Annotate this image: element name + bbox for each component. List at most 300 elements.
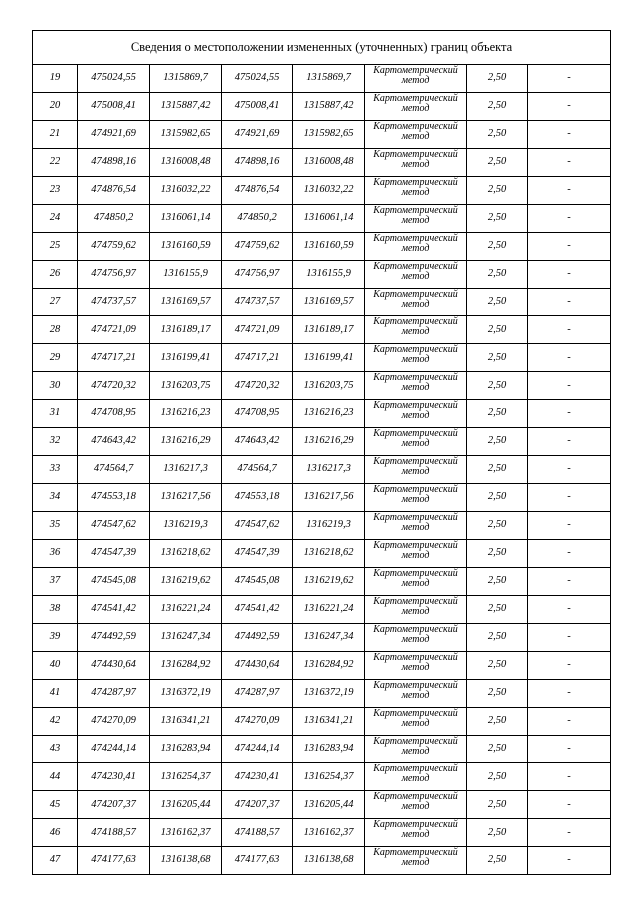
method-cell [365,484,467,512]
updated-y-cell: 1315887,42 [293,92,365,120]
method-line-1: Картометрический [373,400,458,412]
method-cell [365,707,467,735]
point-number-cell: 42 [33,707,78,735]
updated-y-cell: 1316341,21 [293,707,365,735]
method-line-1: Картометрический [373,847,458,859]
table-row [33,512,611,540]
existing-x-cell: 474541,42 [78,595,150,623]
updated-x-cell: 474547,39 [222,539,293,567]
updated-y-cell: 1315982,65 [293,120,365,148]
updated-y-cell: 1316372,19 [293,679,365,707]
existing-y-cell: 1316203,75 [150,372,222,400]
point-number-cell: 45 [33,791,78,819]
point-number-cell: 33 [33,456,78,484]
description-cell: - [528,288,611,316]
updated-x-cell: 475024,55 [222,65,293,93]
existing-y-cell: 1316216,23 [150,400,222,428]
existing-y-cell: 1316169,57 [150,288,222,316]
existing-x-cell: 474177,63 [78,847,150,875]
accuracy-cell: 2,50 [467,707,528,735]
description-cell: - [528,651,611,679]
method-line-1: Картометрический [373,344,458,356]
method-line-2: метод [401,773,430,785]
method-cell [365,623,467,651]
method-cell [365,512,467,540]
updated-x-cell: 474547,62 [222,512,293,540]
accuracy-cell: 2,50 [467,595,528,623]
method-line-1: Картометрический [373,288,458,300]
accuracy-cell: 2,50 [467,484,528,512]
updated-x-cell: 474876,54 [222,176,293,204]
existing-x-cell: 474720,32 [78,372,150,400]
method-line-2: метод [401,130,430,142]
updated-x-cell: 474898,16 [222,148,293,176]
method-cell [365,316,467,344]
updated-x-cell: 474541,42 [222,595,293,623]
accuracy-cell: 2,50 [467,176,528,204]
existing-y-cell: 1316217,3 [150,456,222,484]
description-cell: - [528,400,611,428]
method-line-1: Картометрический [373,260,458,272]
accuracy-cell: 2,50 [467,428,528,456]
updated-x-cell: 474230,41 [222,763,293,791]
description-cell: - [528,456,611,484]
point-number-cell: 32 [33,428,78,456]
description-cell: - [528,567,611,595]
description-cell: - [528,819,611,847]
method-cell [365,120,467,148]
existing-x-cell: 474230,41 [78,763,150,791]
description-cell: - [528,204,611,232]
table-row [33,456,611,484]
updated-x-cell: 474643,42 [222,428,293,456]
updated-x-cell: 474188,57 [222,819,293,847]
updated-x-cell: 474759,62 [222,232,293,260]
existing-y-cell: 1316219,3 [150,512,222,540]
method-line-2: метод [401,75,430,86]
description-cell: - [528,344,611,372]
existing-x-cell: 474756,97 [78,260,150,288]
description-cell: - [528,763,611,791]
updated-x-cell: 474737,57 [222,288,293,316]
method-line-2: метод [401,298,430,310]
method-line-1: Картометрический [373,232,458,244]
existing-x-cell: 474492,59 [78,623,150,651]
existing-y-cell: 1316160,59 [150,232,222,260]
updated-y-cell: 1316061,14 [293,204,365,232]
existing-x-cell: 474717,21 [78,344,150,372]
description-cell: - [528,232,611,260]
existing-y-cell: 1315887,42 [150,92,222,120]
method-cell [365,791,467,819]
description-cell: - [528,595,611,623]
existing-y-cell: 1316216,29 [150,428,222,456]
description-cell: - [528,512,611,540]
accuracy-cell: 2,50 [467,735,528,763]
method-line-1: Картометрический [373,679,458,691]
updated-x-cell: 475008,41 [222,92,293,120]
existing-x-cell: 474553,18 [78,484,150,512]
accuracy-cell: 2,50 [467,204,528,232]
accuracy-cell: 2,50 [467,763,528,791]
point-number-cell: 25 [33,232,78,260]
method-line-2: метод [401,270,430,282]
method-line-2: метод [401,633,430,645]
method-line-2: метод [401,605,430,617]
point-number-cell: 37 [33,567,78,595]
updated-x-cell: 474708,95 [222,400,293,428]
updated-y-cell: 1316217,3 [293,456,365,484]
method-line-2: метод [401,102,430,114]
existing-y-cell: 1316205,44 [150,791,222,819]
accuracy-cell: 2,50 [467,512,528,540]
updated-y-cell: 1316162,37 [293,819,365,847]
updated-y-cell: 1316221,24 [293,595,365,623]
table-row [33,372,611,400]
method-cell [365,232,467,260]
table-row [33,651,611,679]
table-row [33,65,611,93]
method-cell [365,595,467,623]
updated-y-cell: 1316218,62 [293,539,365,567]
existing-y-cell: 1316254,37 [150,763,222,791]
point-number-cell: 26 [33,260,78,288]
accuracy-cell: 2,50 [467,456,528,484]
method-line-1: Картометрический [373,735,458,747]
existing-x-cell: 474737,57 [78,288,150,316]
existing-y-cell: 1315982,65 [150,120,222,148]
updated-y-cell: 1316247,34 [293,623,365,651]
table-title-row [33,31,611,65]
accuracy-cell: 2,50 [467,567,528,595]
point-number-cell: 47 [33,847,78,875]
method-cell [365,176,467,204]
table-row [33,148,611,176]
existing-y-cell: 1316162,37 [150,819,222,847]
updated-y-cell: 1316008,48 [293,148,365,176]
accuracy-cell: 2,50 [467,400,528,428]
updated-x-cell: 474545,08 [222,567,293,595]
existing-y-cell: 1316219,62 [150,567,222,595]
existing-y-cell: 1316283,94 [150,735,222,763]
method-cell [365,65,467,93]
table-row [33,120,611,148]
method-line-2: метод [401,242,430,254]
table-row [33,791,611,819]
existing-x-cell: 474545,08 [78,567,150,595]
description-cell: - [528,148,611,176]
method-cell [365,735,467,763]
method-line-1: Картометрический [373,819,458,831]
existing-x-cell: 474921,69 [78,120,150,148]
point-number-cell: 30 [33,372,78,400]
method-line-2: метод [401,522,430,533]
updated-x-cell: 474492,59 [222,623,293,651]
existing-y-cell: 1316032,22 [150,176,222,204]
updated-y-cell: 1316219,3 [293,512,365,540]
description-cell: - [528,847,611,875]
point-number-cell: 31 [33,400,78,428]
existing-x-cell: 474188,57 [78,819,150,847]
method-line-1: Картометрический [373,120,458,132]
method-cell [365,456,467,484]
point-number-cell: 22 [33,148,78,176]
method-line-2: метод [401,745,430,757]
description-cell: - [528,707,611,735]
method-cell [365,400,467,428]
method-line-1: Картометрический [373,539,458,551]
table-row [33,344,611,372]
table-row [33,539,611,567]
existing-x-cell: 474207,37 [78,791,150,819]
method-line-1: Картометрический [373,763,458,775]
accuracy-cell: 2,50 [467,232,528,260]
method-line-1: Картометрический [373,176,458,188]
description-cell: - [528,735,611,763]
existing-y-cell: 1316221,24 [150,595,222,623]
existing-y-cell: 1316138,68 [150,847,222,875]
existing-y-cell: 1316372,19 [150,679,222,707]
point-number-cell: 43 [33,735,78,763]
table-row [33,428,611,456]
point-number-cell: 28 [33,316,78,344]
method-line-1: Картометрический [373,791,458,803]
accuracy-cell: 2,50 [467,623,528,651]
table-row [33,260,611,288]
description-cell: - [528,65,611,93]
existing-x-cell: 474564,7 [78,456,150,484]
point-number-cell: 46 [33,819,78,847]
updated-x-cell: 474287,97 [222,679,293,707]
method-line-1: Картометрический [373,484,458,496]
table-row [33,763,611,791]
description-cell: - [528,679,611,707]
method-line-2: метод [401,186,430,198]
method-line-1: Картометрический [373,204,458,216]
description-cell: - [528,791,611,819]
existing-x-cell: 474643,42 [78,428,150,456]
updated-y-cell: 1316138,68 [293,847,365,875]
existing-x-cell: 474547,39 [78,539,150,567]
existing-y-cell: 1316061,14 [150,204,222,232]
method-cell [365,288,467,316]
existing-x-cell: 474287,97 [78,679,150,707]
method-line-1: Картометрический [373,456,458,468]
existing-x-cell: 474759,62 [78,232,150,260]
updated-y-cell: 1316199,41 [293,344,365,372]
method-line-2: метод [401,857,430,869]
method-cell [365,92,467,120]
method-line-1: Картометрический [373,707,458,719]
accuracy-cell: 2,50 [467,791,528,819]
method-cell [365,372,467,400]
existing-x-cell: 474898,16 [78,148,150,176]
method-cell [365,148,467,176]
table-row [33,92,611,120]
method-line-2: метод [401,577,430,589]
method-line-2: метод [401,829,430,841]
table-row [33,595,611,623]
point-number-cell: 19 [33,65,78,93]
table-row [33,679,611,707]
accuracy-cell: 2,50 [467,539,528,567]
point-number-cell: 35 [33,512,78,540]
table-row [33,484,611,512]
updated-x-cell: 474921,69 [222,120,293,148]
updated-y-cell: 1316254,37 [293,763,365,791]
existing-x-cell: 474708,95 [78,400,150,428]
table-row [33,204,611,232]
existing-y-cell: 1316008,48 [150,148,222,176]
method-line-2: метод [401,438,430,450]
table-row [33,176,611,204]
method-line-1: Картометрический [373,316,458,328]
description-cell: - [528,539,611,567]
boundary-table [32,30,611,875]
method-line-2: метод [401,661,430,673]
point-number-cell: 23 [33,176,78,204]
method-line-1: Картометрический [373,148,458,160]
point-number-cell: 38 [33,595,78,623]
updated-x-cell: 474721,09 [222,316,293,344]
updated-y-cell: 1316169,57 [293,288,365,316]
description-cell: - [528,484,611,512]
method-line-1: Картометрический [373,372,458,384]
accuracy-cell: 2,50 [467,65,528,93]
accuracy-cell: 2,50 [467,120,528,148]
point-number-cell: 21 [33,120,78,148]
method-line-2: метод [401,549,430,561]
existing-y-cell: 1316189,17 [150,316,222,344]
existing-y-cell: 1316247,34 [150,623,222,651]
point-number-cell: 20 [33,92,78,120]
table-row [33,735,611,763]
table-title: Сведения о местоположении измененных (уточненных) границ объекта [33,31,611,65]
method-line-2: метод [401,494,430,506]
point-number-cell: 41 [33,679,78,707]
description-cell: - [528,623,611,651]
existing-y-cell: 1316199,41 [150,344,222,372]
table-row [33,288,611,316]
updated-y-cell: 1316219,62 [293,567,365,595]
updated-x-cell: 474720,32 [222,372,293,400]
accuracy-cell: 2,50 [467,92,528,120]
existing-y-cell: 1316341,21 [150,707,222,735]
method-cell [365,539,467,567]
method-cell [365,679,467,707]
updated-y-cell: 1316160,59 [293,232,365,260]
description-cell: - [528,260,611,288]
method-cell [365,567,467,595]
updated-y-cell: 1316283,94 [293,735,365,763]
method-line-2: метод [401,326,430,338]
description-cell: - [528,316,611,344]
method-line-2: метод [401,466,430,478]
updated-x-cell: 474717,21 [222,344,293,372]
point-number-cell: 27 [33,288,78,316]
accuracy-cell: 2,50 [467,679,528,707]
existing-x-cell: 474547,62 [78,512,150,540]
method-cell [365,763,467,791]
updated-x-cell: 474756,97 [222,260,293,288]
method-line-1: Картометрический [373,92,458,104]
description-cell: - [528,176,611,204]
updated-y-cell: 1316217,56 [293,484,365,512]
updated-x-cell: 474177,63 [222,847,293,875]
updated-x-cell: 474850,2 [222,204,293,232]
accuracy-cell: 2,50 [467,316,528,344]
updated-x-cell: 474244,14 [222,735,293,763]
method-cell [365,651,467,679]
existing-y-cell: 1316217,56 [150,484,222,512]
existing-y-cell: 1316155,9 [150,260,222,288]
description-cell: - [528,120,611,148]
method-line-2: метод [401,410,430,422]
updated-y-cell: 1315869,7 [293,65,365,93]
method-cell [365,344,467,372]
existing-y-cell: 1315869,7 [150,65,222,93]
updated-x-cell: 474270,09 [222,707,293,735]
method-line-1: Картометрический [373,65,458,76]
method-line-2: метод [401,214,430,226]
updated-y-cell: 1316189,17 [293,316,365,344]
updated-y-cell: 1316155,9 [293,260,365,288]
existing-y-cell: 1316284,92 [150,651,222,679]
method-line-2: метод [401,158,430,170]
method-line-2: метод [401,354,430,366]
updated-y-cell: 1316032,22 [293,176,365,204]
point-number-cell: 39 [33,623,78,651]
table-row [33,316,611,344]
method-cell [365,204,467,232]
updated-y-cell: 1316284,92 [293,651,365,679]
method-line-2: метод [401,717,430,729]
point-number-cell: 34 [33,484,78,512]
method-cell [365,260,467,288]
description-cell: - [528,428,611,456]
table-row [33,707,611,735]
method-line-2: метод [401,382,430,394]
existing-y-cell: 1316218,62 [150,539,222,567]
updated-y-cell: 1316203,75 [293,372,365,400]
existing-x-cell: 474270,09 [78,707,150,735]
method-line-1: Картометрический [373,623,458,635]
method-line-1: Картометрический [373,512,458,523]
method-line-1: Картометрический [373,651,458,663]
updated-y-cell: 1316205,44 [293,791,365,819]
updated-y-cell: 1316216,29 [293,428,365,456]
accuracy-cell: 2,50 [467,819,528,847]
point-number-cell: 40 [33,651,78,679]
method-cell [365,428,467,456]
existing-x-cell: 475008,41 [78,92,150,120]
accuracy-cell: 2,50 [467,344,528,372]
accuracy-cell: 2,50 [467,260,528,288]
point-number-cell: 29 [33,344,78,372]
existing-x-cell: 474430,64 [78,651,150,679]
updated-x-cell: 474553,18 [222,484,293,512]
method-cell [365,819,467,847]
table-row [33,623,611,651]
existing-x-cell: 474721,09 [78,316,150,344]
table-row [33,400,611,428]
description-cell: - [528,372,611,400]
existing-x-cell: 475024,55 [78,65,150,93]
point-number-cell: 24 [33,204,78,232]
method-cell [365,847,467,875]
accuracy-cell: 2,50 [467,288,528,316]
updated-y-cell: 1316216,23 [293,400,365,428]
